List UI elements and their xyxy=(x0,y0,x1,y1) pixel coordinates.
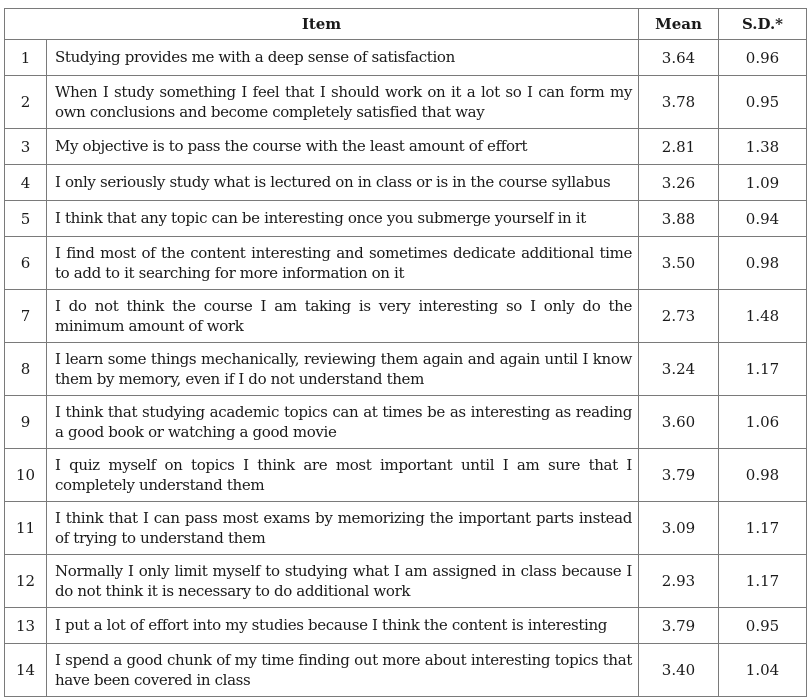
sd-value: 0.94 xyxy=(719,201,807,237)
table-row xyxy=(5,290,807,343)
sd-value: 1.17 xyxy=(719,502,807,555)
sd-value: 0.96 xyxy=(719,40,807,76)
table-row xyxy=(5,343,807,396)
header-sd: S.D.* xyxy=(719,9,807,40)
mean-value: 3.79 xyxy=(639,608,719,644)
sd-value: 1.09 xyxy=(719,165,807,201)
row-number: 8 xyxy=(5,343,47,396)
row-number: 5 xyxy=(5,201,47,237)
item-text: I do not think the course I am taking is very interesting so I only do the minimum amount of work xyxy=(47,290,639,343)
header-item: Item xyxy=(5,9,639,40)
table-row xyxy=(5,129,807,165)
row-number: 3 xyxy=(5,129,47,165)
row-number: 9 xyxy=(5,396,47,449)
table-row xyxy=(5,237,807,290)
item-text: I only seriously study what is lectured on in class or is in the course syllabus xyxy=(47,165,639,201)
table-row xyxy=(5,201,807,237)
table-row xyxy=(5,555,807,608)
table-row xyxy=(5,40,807,76)
mean-value: 3.60 xyxy=(639,396,719,449)
item-text: I think that any topic can be interesting once you submerge yourself in it xyxy=(47,201,639,237)
row-number: 2 xyxy=(5,76,47,129)
sd-value: 0.95 xyxy=(719,608,807,644)
mean-value: 3.24 xyxy=(639,343,719,396)
item-text: I put a lot of effort into my studies because I think the content is interesting xyxy=(47,608,639,644)
study-approach-table xyxy=(4,8,807,697)
sd-value: 1.17 xyxy=(719,343,807,396)
mean-value: 3.79 xyxy=(639,449,719,502)
item-text: When I study something I feel that I should work on it a lot so I can form my own conclusions and become completely satisfied that way xyxy=(47,76,639,129)
sd-value: 1.38 xyxy=(719,129,807,165)
mean-value: 3.40 xyxy=(639,644,719,697)
table-row xyxy=(5,449,807,502)
row-number: 1 xyxy=(5,40,47,76)
item-text: My objective is to pass the course with the least amount of effort xyxy=(47,129,639,165)
item-text: I learn some things mechanically, reviewing them again and again until I know them by memory, even if I do not understand them xyxy=(47,343,639,396)
row-number: 14 xyxy=(5,644,47,697)
sd-value: 0.98 xyxy=(719,237,807,290)
mean-value: 2.73 xyxy=(639,290,719,343)
sd-value: 1.06 xyxy=(719,396,807,449)
mean-value: 3.78 xyxy=(639,76,719,129)
item-text: I think that studying academic topics can at times be as interesting as reading a good book or watching a good movie xyxy=(47,396,639,449)
sd-value: 1.04 xyxy=(719,644,807,697)
sd-value: 1.17 xyxy=(719,555,807,608)
row-number: 7 xyxy=(5,290,47,343)
item-text: I think that I can pass most exams by memorizing the important parts instead of trying to understand them xyxy=(47,502,639,555)
row-number: 12 xyxy=(5,555,47,608)
mean-value: 3.50 xyxy=(639,237,719,290)
table-row xyxy=(5,76,807,129)
item-text: I quiz myself on topics I think are most important until I am sure that I completely understand them xyxy=(47,449,639,502)
row-number: 13 xyxy=(5,608,47,644)
table-row xyxy=(5,502,807,555)
mean-value: 2.93 xyxy=(639,555,719,608)
table-row xyxy=(5,396,807,449)
item-text: Normally I only limit myself to studying what I am assigned in class because I do not think it is necessary to do additional work xyxy=(47,555,639,608)
item-text: Studying provides me with a deep sense of satisfaction xyxy=(47,40,639,76)
mean-value: 3.09 xyxy=(639,502,719,555)
sd-value: 0.98 xyxy=(719,449,807,502)
item-text: I spend a good chunk of my time finding out more about interesting topics that have been covered in class xyxy=(47,644,639,697)
table-row xyxy=(5,608,807,644)
row-number: 4 xyxy=(5,165,47,201)
header-mean: Mean xyxy=(639,9,719,40)
header-row xyxy=(5,9,807,40)
mean-value: 2.81 xyxy=(639,129,719,165)
row-number: 11 xyxy=(5,502,47,555)
table-row xyxy=(5,165,807,201)
item-text: I find most of the content interesting and sometimes dedicate additional time to add to it searching for more information on it xyxy=(47,237,639,290)
row-number: 10 xyxy=(5,449,47,502)
mean-value: 3.88 xyxy=(639,201,719,237)
sd-value: 0.95 xyxy=(719,76,807,129)
mean-value: 3.26 xyxy=(639,165,719,201)
sd-value: 1.48 xyxy=(719,290,807,343)
row-number: 6 xyxy=(5,237,47,290)
mean-value: 3.64 xyxy=(639,40,719,76)
table-row xyxy=(5,644,807,697)
